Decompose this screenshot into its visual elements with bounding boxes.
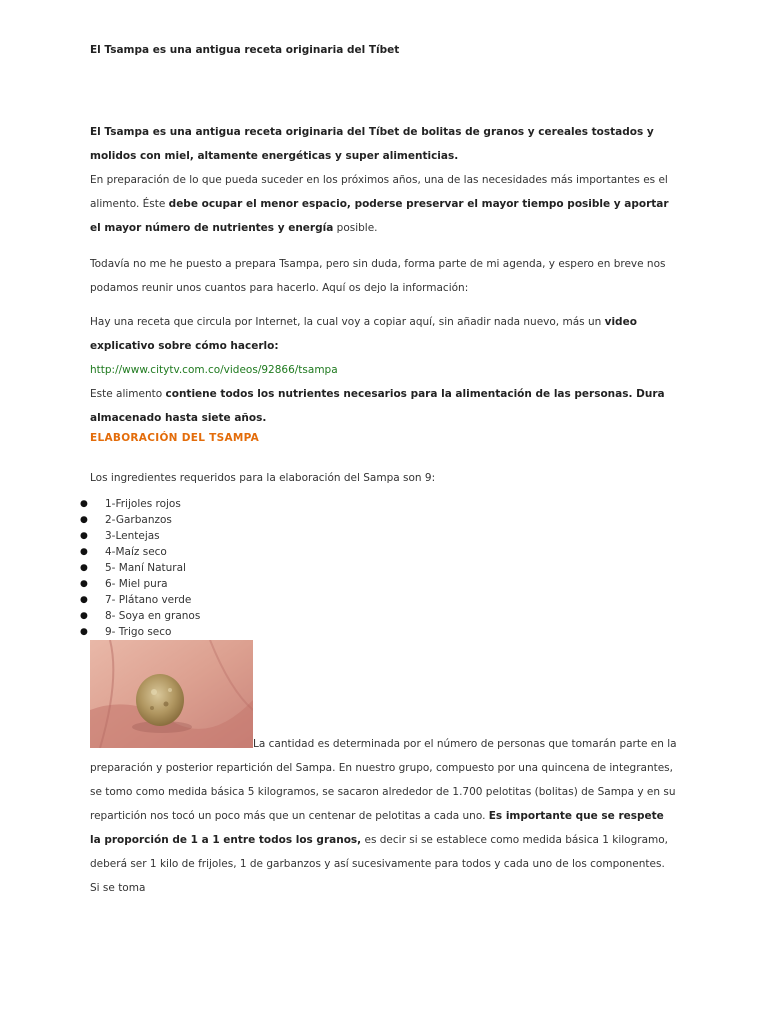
ingredient-label: 9- Trigo seco [105,626,172,638]
bullet-icon: ● [80,627,88,637]
intro-paragraph [90,120,676,240]
para5-text-a: Este alimento [90,388,166,400]
bullet-icon: ● [80,579,88,589]
para2-text-bold: debe ocupar el menor espacio, poderse preservar el mayor tiempo posible y aportar el mayor número de nutrientes y energía [90,198,669,234]
para2-text-c: posible. [333,222,378,234]
list-item [80,496,200,512]
tsampa-ball-photo [90,640,253,748]
section-heading: ELABORACIÓN DEL TSAMPA [90,432,260,444]
list-item [80,576,200,592]
list-item [80,512,200,528]
para5-text-bold: contiene todos los nutrientes necesarios para la alimentación de las personas. Dura almacenado hasta siete años. [90,388,665,424]
document-title: El Tsampa es una antigua receta originaria del Tíbet [90,44,400,56]
bullet-icon: ● [80,499,88,509]
bullet-icon: ● [80,547,88,557]
ingredient-label: 7- Plátano verde [105,594,192,606]
intro-bold-text: El Tsampa es una antigua receta originaria del Tíbet de bolitas de granos y cereales tostados y molidos con miel, altamente energéticas y super alimenticias. [90,126,654,162]
ingredients-list [80,496,200,640]
bullet-icon: ● [80,611,88,621]
bullet-icon: ● [80,595,88,605]
bullet-icon: ● [80,563,88,573]
para4-text-bold: video explicativo sobre cómo hacerlo: [90,316,637,352]
list-item [80,624,200,640]
ingredient-label: 5- Maní Natural [105,562,186,574]
ingredient-label: 8- Soya en granos [105,610,201,622]
para4-text-a: Hay una receta que circula por Internet, la cual voy a copiar aquí, sin añadir nada nuevo, más un [90,316,605,328]
paragraph-7 [90,756,676,900]
list-item [80,528,200,544]
paragraph-7-first-line: La cantidad es determinada por el número de personas que tomarán parte en la [253,738,677,750]
para7-text-bold: Es importante que se respete la proporción de 1 a 1 entre todos los granos, [90,810,664,846]
para7-text-a: preparación y posterior repartición del Sampa. En nuestro grupo, compuesto por una quincena de integrantes, se tomo como medida básica 5 kilogramos, se sacaron alrededor de 1.700 pelotitas (bolitas) de Sampa y en su repartición nos tocó un poco más que un centenar de pelotitas a cada uno. [90,762,676,822]
ingredient-label: 1-Frijoles rojos [105,498,181,510]
bullet-icon: ● [80,515,88,525]
para2-text-a: En preparación de lo que pueda suceder en los próximos años, una de las necesidades más importantes es el alimento. Éste [90,174,668,210]
paragraph-4 [90,310,676,430]
bullet-icon: ● [80,531,88,541]
list-item [80,608,200,624]
list-item [80,544,200,560]
list-item [80,560,200,576]
ingredient-label: 2-Garbanzos [105,514,172,526]
list-item [80,592,200,608]
ingredients-intro: Los ingredientes requeridos para la elaboración del Sampa son 9: [90,472,436,484]
ingredient-label: 3-Lentejas [105,530,160,542]
ingredient-label: 6- Miel pura [105,578,168,590]
paragraph-3: Todavía no me he puesto a prepara Tsampa, pero sin duda, forma parte de mi agenda, y espero en breve nos podamos reunir unos cuantos para hacerlo. Aquí os dejo la información: [90,258,666,294]
ingredient-label: 4-Maíz seco [105,546,167,558]
video-link[interactable]: http://www.citytv.com.co/videos/92866/tsampa [90,364,338,376]
para7-text-end: es decir si se establece como medida básica 1 kilogramo, deberá ser 1 kilo de frijoles, 1 de garbanzos y así sucesivamente para todos y cada uno de los componentes. Si se toma [90,834,669,894]
